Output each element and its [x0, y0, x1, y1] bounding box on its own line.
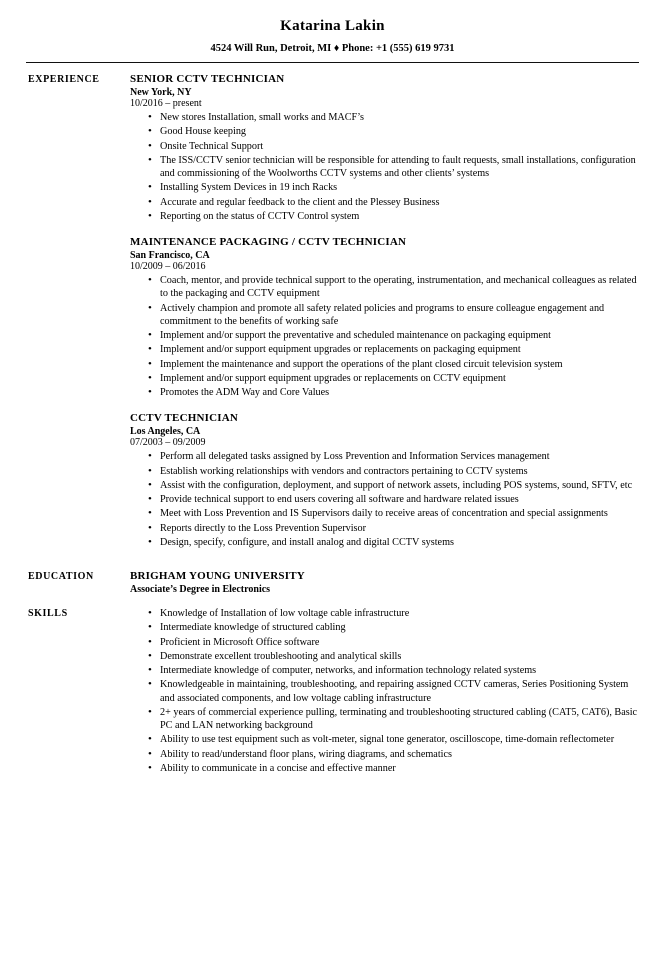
- job-title: MAINTENANCE PACKAGING / CCTV TECHNICIAN: [130, 236, 407, 248]
- job-dates: 10/2016 – present: [130, 98, 202, 109]
- job-dates: 07/2003 – 09/2009: [130, 437, 206, 449]
- section-education: [26, 570, 639, 597]
- section-label-skills: SKILLS: [28, 608, 68, 619]
- list-item: • Reporting on the status of CCTV Control system: [148, 210, 639, 223]
- education-degree: Associate’s Degree in Electronics: [130, 584, 271, 595]
- job-title: CCTV TECHNICIAN: [130, 412, 239, 425]
- list-item: • The ISS/CCTV senior technician will be responsible for attending to fault requests, small installations, configuration and commissioning of the Woolworths CCTV systems and other clients’ systems: [148, 154, 639, 181]
- job-location: New York, NY: [130, 87, 192, 98]
- page-title: Katarina Lakin: [280, 18, 385, 34]
- list-item: • Implement the maintenance and support the operations of the plant closed circuit television system: [148, 358, 639, 371]
- list-item: • Intermediate knowledge of computer, networks, and information technology related systems: [148, 664, 639, 677]
- list-item: • Ability to use test equipment such as volt-meter, signal tone generator, oscilloscope, time-domain reflectometer: [148, 733, 639, 746]
- list-item: • Intermediate knowledge of structured cabling: [148, 621, 639, 634]
- contact-line: 4524 Will Run, Detroit, MI ♦ Phone: +1 (555) 619 9731: [210, 43, 455, 54]
- list-item: • Demonstrate excellent troubleshooting and analytical skills: [148, 650, 639, 663]
- job-location: Los Angeles, CA: [130, 426, 201, 438]
- experience-body: [126, 73, 639, 562]
- list-item: • Implement and/or support equipment upgrades or replacements on packaging equipment: [148, 343, 639, 356]
- job-bullet-list: [130, 450, 639, 549]
- experience-entry: [130, 236, 639, 399]
- education-school: BRIGHAM YOUNG UNIVERSITY: [130, 570, 305, 582]
- header-divider: [26, 62, 639, 63]
- job-dates: 10/2009 – 06/2016: [130, 261, 206, 272]
- job-location: San Francisco, CA: [130, 250, 210, 261]
- list-item: • Ability to read/understand floor plans, wiring diagrams, and schematics: [148, 748, 639, 761]
- list-item: • Perform all delegated tasks assigned by Loss Prevention and Information Services management: [148, 450, 639, 463]
- list-item: • Good House keeping: [148, 125, 639, 138]
- section-experience: [26, 73, 639, 562]
- list-item: • Installing System Devices in 19 inch Racks: [148, 181, 639, 194]
- list-item: • Reports directly to the Loss Prevention Supervisor: [148, 522, 639, 535]
- list-item: • Meet with Loss Prevention and IS Supervisors daily to receive areas of concentration and special assignments: [148, 507, 639, 520]
- list-item: • Implement and/or support equipment upgrades or replacements on CCTV equipment: [148, 372, 639, 385]
- section-label-experience: EXPERIENCE: [28, 74, 100, 85]
- list-item: • Accurate and regular feedback to the client and the Plessey Business: [148, 196, 639, 209]
- list-item: • Knowledgeable in maintaining, troubleshooting, and repairing assigned CCTV cameras, Series Positioning System and associated components, and low voltage cabling infrastructure: [148, 678, 639, 705]
- list-item: • Establish working relationships with vendors and contractors pertaining to CCTV systems: [148, 465, 639, 478]
- list-item: • Promotes the ADM Way and Core Values: [148, 386, 639, 399]
- skills-bullet-list: [130, 607, 639, 775]
- job-bullet-list: [130, 274, 639, 399]
- list-item: • Implement and/or support the preventative and scheduled maintenance on packaging equipment: [148, 329, 639, 342]
- list-item: • Assist with the configuration, deployment, and support of network assets, including POS systems, sound, SFTV, etc: [148, 479, 639, 492]
- section-label-education: EDUCATION: [28, 571, 94, 582]
- experience-entry: [130, 73, 639, 223]
- list-item: • New stores Installation, small works and MACF’s: [148, 111, 639, 124]
- list-item: • Proficient in Microsoft Office software: [148, 636, 639, 649]
- experience-entry: [130, 412, 639, 549]
- section-skills: [26, 607, 639, 776]
- list-item: • Design, specify, configure, and install analog and digital CCTV systems: [148, 536, 639, 549]
- list-item: • Onsite Technical Support: [148, 140, 639, 153]
- list-item: • Provide technical support to end users covering all software and hardware related issues: [148, 493, 639, 506]
- list-item: • Ability to communicate in a concise and effective manner: [148, 762, 639, 775]
- job-title: SENIOR CCTV TECHNICIAN: [130, 73, 285, 85]
- job-bullet-list: [130, 111, 639, 223]
- list-item: • Coach, mentor, and provide technical support to the operating, instrumentation, and mechanical colleagues as related to the packaging and CCTV equipment: [148, 274, 639, 301]
- list-item: • 2+ years of commercial experience pulling, terminating and troubleshooting structured cabling (CAT5, CAT6), Basic PC and LAN networking background: [148, 706, 639, 733]
- education-body: [126, 570, 639, 597]
- list-item: • Actively champion and promote all safety related policies and programs to ensure colleague engagement and commitment to the benefits of working safe: [148, 302, 639, 329]
- list-item: • Knowledge of Installation of low voltage cable infrastructure: [148, 607, 639, 620]
- skills-body: [126, 607, 639, 776]
